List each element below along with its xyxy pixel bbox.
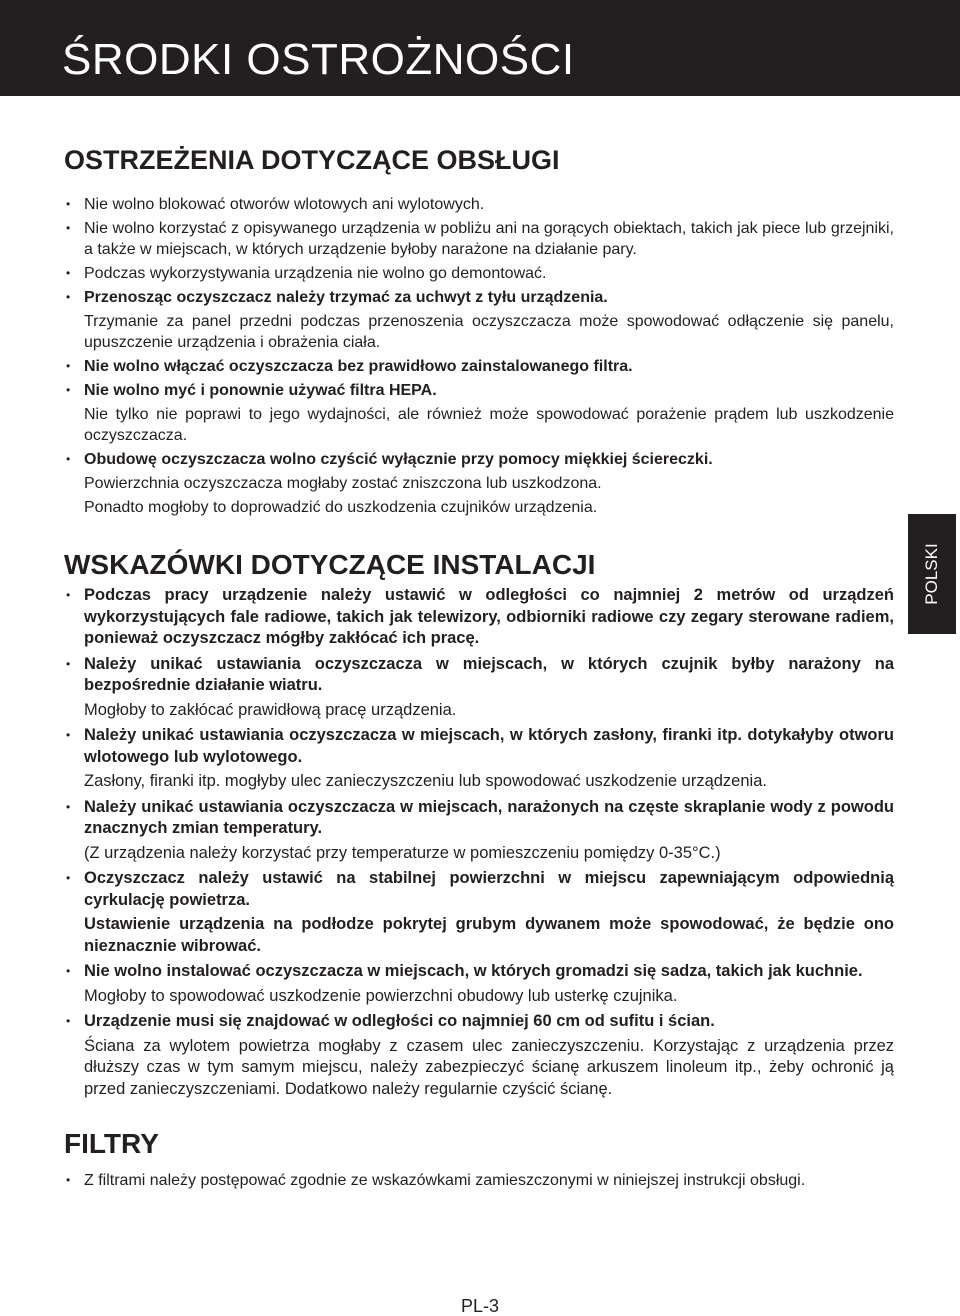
bullet-icon: •: [66, 221, 71, 235]
bullet-icon: •: [66, 452, 71, 466]
bullet-icon: •: [66, 359, 71, 373]
page-number: PL-3: [460, 1296, 500, 1316]
list-item: [64, 961, 894, 1007]
item-text: Oczyszczacz należy ustawić na stabilnej powierzchni w miejscu zapewniającym odpowiednią cyrkulację powietrza.: [84, 869, 894, 909]
item-text: Nie wolno włączać oczyszczacza bez prawidłowo zainstalowanego filtra.: [84, 358, 633, 375]
list-item: [64, 287, 894, 353]
language-tab: [908, 514, 956, 634]
item-text: Podczas wykorzystywania urządzenia nie wolno go demontować.: [84, 265, 547, 282]
filters-list: [64, 1170, 894, 1191]
list-item: [64, 263, 894, 284]
bullet-icon: •: [66, 266, 71, 280]
item-text: Podczas pracy urządzenie należy ustawić w odległości co najmniej 2 metrów od urządzeń wykorzystujących fale radiowe, takich jak telewizory, odbiorniki radiowe czy zegary sterowane radiem, ponieważ oczyszczacz mógłby zakłócać ich pracę.: [84, 586, 894, 647]
list-item: [64, 218, 894, 260]
bullet-icon: •: [66, 290, 71, 304]
item-text: Nie wolno myć i ponownie używać filtra HEPA.: [84, 382, 437, 399]
item-text: Urządzenie musi się znajdować w odległości co najmniej 60 cm od sufitu i ścian.: [84, 1012, 715, 1030]
item-note: Mogłoby to spowodować uszkodzenie powierzchni obudowy lub usterkę czujnika.: [84, 986, 678, 1005]
item-note: Zasłony, firanki itp. mogłyby ulec zanieczyszczeniu lub spowodować uszkodzenie urządzenia.: [84, 772, 767, 790]
item-text: Obudowę oczyszczacza wolno czyścić wyłącznie przy pomocy miękkiej ściereczki.: [84, 451, 713, 468]
warning-list: [64, 194, 894, 518]
section-heading: FILTRY: [64, 1128, 159, 1159]
section-heading: OSTRZEŻENIA DOTYCZĄCE OBSŁUGI: [64, 145, 560, 175]
bullet-icon: •: [66, 1014, 71, 1028]
item-text: Nie wolno korzystać z opisywanego urządzenia w pobliżu ani na gorących obiektach, takich jak piece lub grzejniki, a także w miejscach, w których urządzenie byłoby narażone na działanie pary.: [84, 220, 894, 258]
list-item: [64, 725, 894, 793]
item-text: Należy unikać ustawiania oczyszczacza w miejscach, w których czujnik byłby narażony na bezpośrednie działanie wiatru.: [84, 654, 894, 694]
list-item: [64, 654, 894, 722]
bullet-icon: •: [66, 964, 71, 978]
list-item: [64, 797, 894, 865]
item-note: Mogłoby to zakłócać prawidłową pracę urządzenia.: [84, 700, 457, 719]
list-item: [64, 449, 894, 518]
item-note: Powierzchnia oczyszczacza mogłaby zostać zniszczona lub uszkodzona.: [84, 475, 602, 492]
section-filters: [64, 1128, 894, 1191]
bullet-icon: •: [66, 1173, 71, 1187]
bullet-icon: •: [66, 871, 71, 885]
list-item: [64, 1170, 894, 1191]
item-text: Przenosząc oczyszczacz należy trzymać za uchwyt z tyłu urządzenia.: [84, 289, 608, 306]
list-item: [64, 356, 894, 377]
page-title: ŚRODKI OSTROŻNOŚCI: [62, 35, 575, 84]
item-note: Ponadto mogłoby to doprowadzić do uszkodzenia czujników urządzenia.: [84, 499, 598, 516]
item-text: Nie wolno instalować oczyszczacza w miejscach, w których gromadzi się sadza, takich jak kuchnie.: [84, 962, 863, 980]
bullet-icon: •: [66, 197, 71, 211]
list-item: [64, 194, 894, 215]
bullet-icon: •: [66, 728, 71, 742]
list-item: [64, 1011, 894, 1100]
item-text: Z filtrami należy postępować zgodnie ze wskazówkami zamieszczonymi w niniejszej instrukcji obsługi.: [84, 1172, 806, 1189]
list-item: [64, 585, 894, 650]
item-note: (Z urządzenia należy korzystać przy temperaturze w pomieszczeniu pomiędzy 0-35°C.): [84, 843, 721, 862]
list-item: [64, 868, 894, 957]
bullet-icon: •: [66, 383, 71, 397]
item-note: Nie tylko nie poprawi to jego wydajności, ale również może spowodować porażenie prądem lub uszkodzenie oczyszczacza.: [84, 406, 894, 444]
language-tab-label: POLSKI: [922, 543, 941, 605]
section-heading: WSKAZÓWKI DOTYCZĄCE INSTALACJI: [64, 549, 596, 580]
list-item: [64, 380, 894, 446]
item-text: Należy unikać ustawiania oczyszczacza w miejscach, narażonych na częste skraplanie wody z powodu znacznych zmian temperatury.: [84, 797, 894, 837]
section-operating-warnings: [64, 144, 894, 521]
item-text: Należy unikać ustawiania oczyszczacza w miejscach, w których zasłony, firanki itp. dotykałyby otworu wlotowego lub wylotowego.: [84, 726, 894, 766]
installation-list: [64, 585, 894, 1100]
section-installation: [64, 549, 894, 1104]
item-text: Nie wolno blokować otworów wlotowych ani wylotowych.: [84, 196, 485, 213]
page-header: [0, 0, 960, 96]
bullet-icon: •: [66, 588, 71, 602]
item-note-bold: Ustawienie urządzenia na podłodze pokrytej grubym dywanem może spowodować, że będzie ono nieznacznie wibrować.: [84, 915, 894, 955]
bullet-icon: •: [66, 799, 71, 814]
item-note: Ściana za wylotem powietrza mogłaby z czasem ulec zanieczyszczeniu. Korzystając z urządzenia przez dłuższy czas w tym samym miejscu, należy zabezpieczyć ścianę arkuszem linoleum itp., żeby ochronić ją przed zanieczyszczeniami. Dodatkowo należy regularnie czyścić ścianę.: [84, 1036, 894, 1098]
bullet-icon: •: [66, 656, 71, 671]
item-note: Trzymanie za panel przedni podczas przenoszenia oczyszczacza może spowodować odłączenie się panelu, upuszczenie urządzenia i obrażenia ciała.: [84, 313, 894, 351]
